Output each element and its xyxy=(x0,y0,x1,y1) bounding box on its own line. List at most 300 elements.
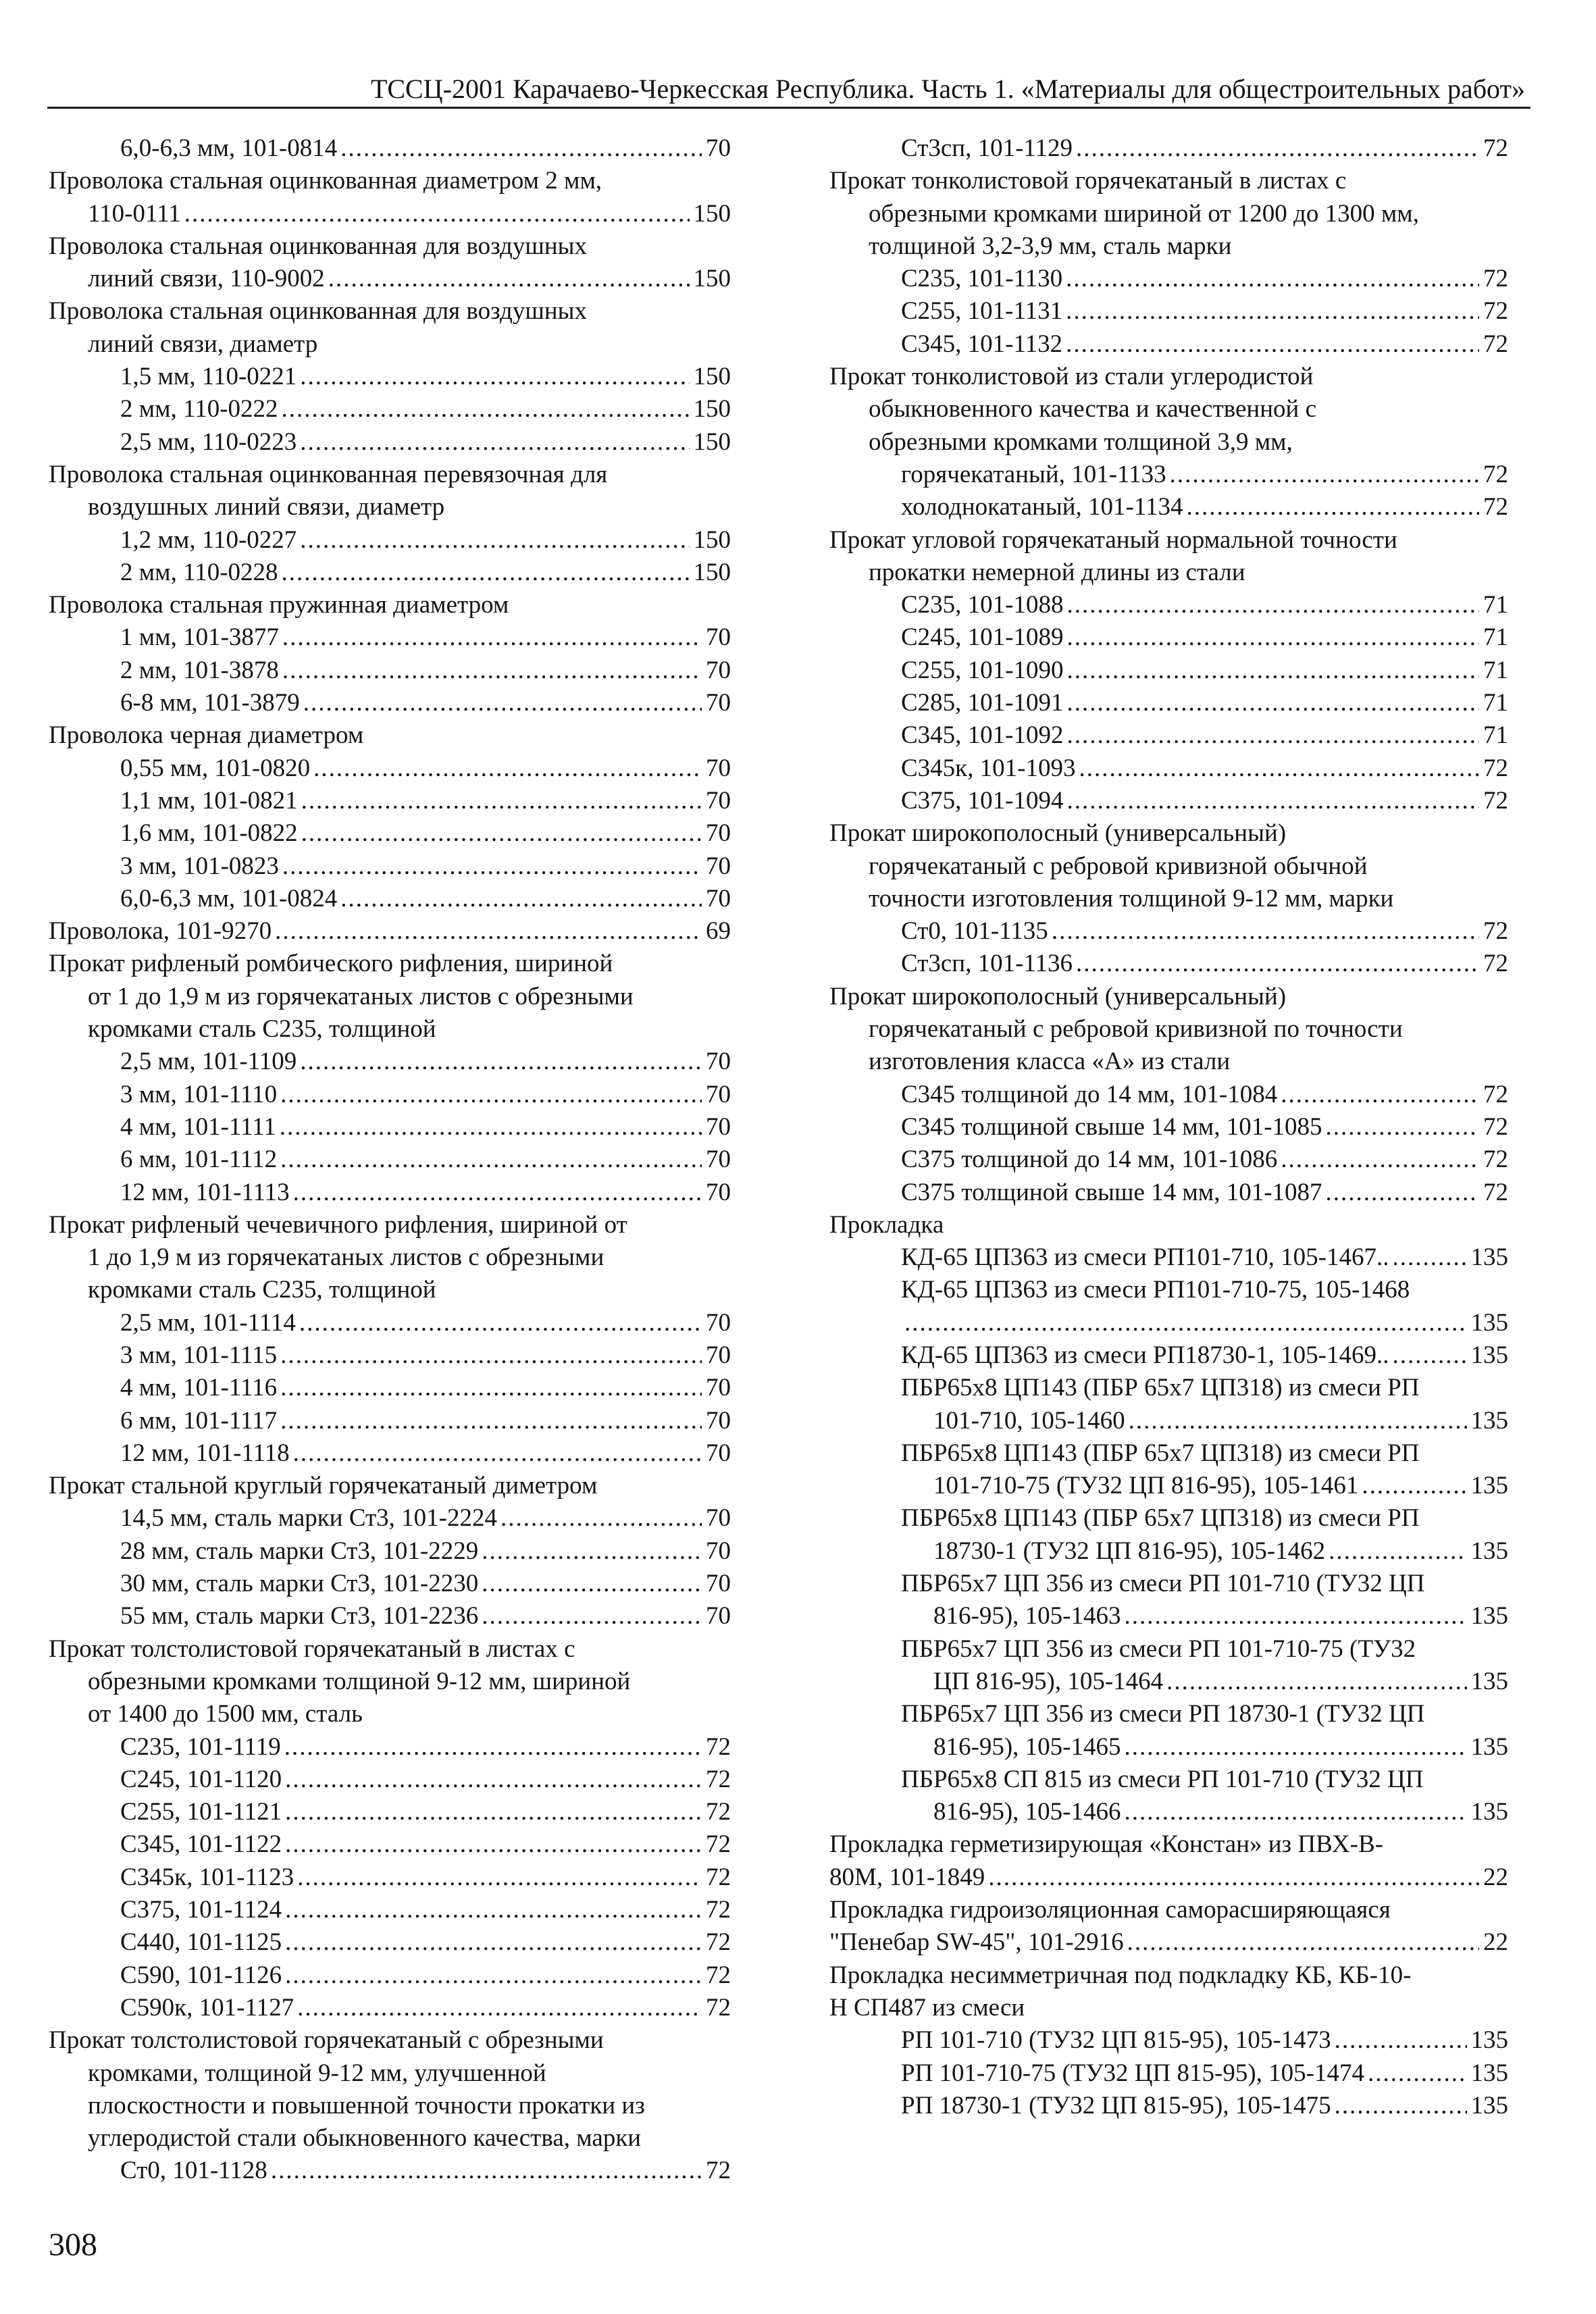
entry-page-number: 135 xyxy=(1470,2026,1508,2055)
index-entry xyxy=(829,883,1508,915)
index-entry xyxy=(49,1698,731,1730)
entry-page-number: 72 xyxy=(1483,1080,1508,1108)
entry-text: 1,1 мм, 101-0821 xyxy=(120,786,298,815)
index-entry xyxy=(49,1307,731,1339)
entry-page-number: 72 xyxy=(706,1928,731,1957)
dot-leader xyxy=(284,1731,702,1764)
entry-page-number: 70 xyxy=(706,623,731,652)
entry-page-number: 70 xyxy=(706,1048,731,1076)
entry-text: С245, 101-1089 xyxy=(901,623,1064,652)
index-entry xyxy=(49,654,731,687)
entry-text: линий связи, диаметр xyxy=(88,330,318,358)
entry-text: 12 мм, 101-1118 xyxy=(120,1439,290,1467)
dot-leader xyxy=(282,850,702,883)
entry-text: горячекатаный с ребровой кривизной обычной xyxy=(869,852,1368,880)
entry-page-number: 71 xyxy=(1483,656,1508,684)
entry-page-number: 70 xyxy=(706,786,731,815)
entry-page-number: 135 xyxy=(1470,1406,1508,1435)
dot-leader xyxy=(282,621,702,654)
index-entry xyxy=(49,883,731,915)
entry-page-number: 135 xyxy=(1470,2091,1508,2119)
entry-text: обрезными кромками толщиной 9-12 мм, шириной xyxy=(88,1667,631,1695)
index-entry xyxy=(829,1470,1508,1502)
entry-page-number: 22 xyxy=(1483,1928,1508,1957)
dot-leader xyxy=(275,915,702,948)
index-entry xyxy=(829,1666,1508,1698)
entry-text: 14,5 мм, сталь марки Ст3, 101-2224 xyxy=(120,1504,497,1533)
dot-leader xyxy=(1127,1926,1479,1959)
index-entry xyxy=(49,719,731,752)
entry-page-number: 135 xyxy=(1470,2059,1508,2087)
index-entry xyxy=(49,198,731,230)
index-entry xyxy=(49,1828,731,1861)
entry-text: С245, 101-1120 xyxy=(120,1765,282,1793)
index-entry xyxy=(49,132,731,165)
entry-text: 6 мм, 101-1112 xyxy=(120,1146,278,1174)
dot-leader xyxy=(500,1502,702,1535)
index-column-left xyxy=(49,132,731,2188)
entry-page-number: 72 xyxy=(706,1863,731,1891)
entry-page-number: 70 xyxy=(706,1602,731,1630)
index-entry xyxy=(49,1926,731,1959)
index-entry xyxy=(829,1926,1508,1959)
entry-text: С235, 101-1119 xyxy=(120,1732,281,1761)
entry-text: С345, 101-1092 xyxy=(901,721,1064,750)
entry-text: 1 до 1,9 м из горячекатаных листов с обрезными xyxy=(88,1243,604,1272)
index-entry xyxy=(49,1241,731,1274)
entry-text: КД-65 ЦП363 из смеси РП101-710-75, 105-1468 xyxy=(901,1276,1410,1304)
index-entry xyxy=(829,785,1508,817)
entry-text: кромками сталь С235, толщиной xyxy=(88,1015,436,1044)
entry-text: С255, 101-1090 xyxy=(901,656,1064,684)
index-entry xyxy=(49,1111,731,1143)
dot-leader xyxy=(482,1535,702,1568)
entry-page-number: 72 xyxy=(706,2157,731,2185)
entry-text: Проволока стальная оцинкованная перевязочная для xyxy=(49,460,608,488)
index-entry xyxy=(49,915,731,948)
dot-leader xyxy=(280,1372,702,1404)
index-entry xyxy=(49,1633,731,1666)
entry-text: 4 мм, 101-1111 xyxy=(120,1112,276,1141)
index-entry xyxy=(49,524,731,557)
dot-leader xyxy=(1067,785,1480,817)
entry-text: РП 101-710 (ТУ32 ЦП 815-95), 105-1473 xyxy=(901,2026,1331,2055)
entry-text: С345 толщиной до 14 мм, 101-1084 xyxy=(901,1080,1278,1108)
index-entry xyxy=(829,1177,1508,1209)
index-entry xyxy=(49,1992,731,2024)
entry-page-number: 72 xyxy=(1483,950,1508,978)
entry-text: С590к, 101-1127 xyxy=(120,1993,294,2022)
entry-text: С285, 101-1091 xyxy=(901,689,1064,717)
entry-page-number: 72 xyxy=(706,1798,731,1826)
entry-text: Проволока стальная оцинкованная диаметром 2 мм, xyxy=(49,167,602,195)
page-number: 308 xyxy=(49,2227,97,2263)
index-entry xyxy=(829,1046,1508,1078)
entry-text: Проволока стальная оцинкованная для воздушных xyxy=(49,297,588,326)
index-entry xyxy=(49,1600,731,1632)
dot-leader xyxy=(1067,654,1480,687)
entry-text: 3 мм, 101-1115 xyxy=(120,1341,278,1369)
index-entry xyxy=(49,328,731,361)
entry-text: ЦП 816-95), 105-1464 xyxy=(933,1667,1164,1695)
index-entry xyxy=(829,850,1508,883)
dot-leader xyxy=(285,1796,702,1828)
entry-text: 816-95), 105-1466 xyxy=(933,1798,1121,1826)
entry-text: 1,2 мм, 110-0227 xyxy=(120,525,297,554)
dot-leader xyxy=(280,1405,702,1437)
index-entry xyxy=(49,165,731,197)
entry-page-number: 71 xyxy=(1483,689,1508,717)
entry-text: 6-8 мм, 101-3879 xyxy=(120,689,300,717)
index-entry xyxy=(49,295,731,328)
entry-text: толщиной 3,2-3,9 мм, сталь марки xyxy=(869,232,1232,260)
index-entry xyxy=(829,1437,1508,1470)
index-entry xyxy=(829,1372,1508,1404)
entry-text: ПБР65х7 ЦП 356 из смеси РП 101-710 (ТУ32 ЦП xyxy=(901,1570,1425,1598)
entry-page-number: 70 xyxy=(706,1178,731,1206)
entry-text: углеродистой стали обыкновенного качества, марки xyxy=(88,2124,642,2153)
index-entry xyxy=(49,948,731,980)
entry-page-number: 150 xyxy=(693,525,731,554)
dot-leader xyxy=(297,1992,702,2024)
dot-leader xyxy=(285,1959,702,1992)
dot-leader xyxy=(1362,1470,1466,1502)
dot-leader xyxy=(1066,263,1479,295)
entry-page-number: 70 xyxy=(706,1537,731,1565)
dot-leader xyxy=(280,1143,702,1176)
entry-text: 12 мм, 101-1113 xyxy=(120,1178,290,1206)
entry-page-number: 72 xyxy=(706,1961,731,1989)
entry-text: 110-0111 xyxy=(88,199,181,228)
index-entry xyxy=(829,328,1508,361)
entry-page-number: 72 xyxy=(1483,265,1508,293)
index-entry xyxy=(829,557,1508,589)
index-entry xyxy=(829,1698,1508,1730)
entry-text: Прокат стальной круглый горячекатаный диметром xyxy=(49,1472,598,1500)
entry-text: Прокат рифленый ромбического рифления, шириной xyxy=(49,950,613,978)
entry-text: 1,5 мм, 110-0221 xyxy=(120,363,297,391)
index-entry xyxy=(829,654,1508,687)
entry-text: 6,0-6,3 мм, 101-0814 xyxy=(120,134,338,162)
entry-text: "Пенебар SW-45", 101-2916 xyxy=(829,1928,1124,1957)
dot-leader xyxy=(1326,1111,1479,1143)
index-entry xyxy=(49,230,731,263)
entry-text: КД-65 ЦП363 из смеси РП18730-1, 105-1469.. xyxy=(901,1341,1389,1369)
dot-leader xyxy=(988,1861,1479,1894)
entry-text: Прокат тонколистовой горячекатаный в листах с xyxy=(829,167,1347,195)
entry-text: горячекатаный с ребровой кривизной по точности xyxy=(869,1015,1403,1044)
entry-text: Ст3сп, 101-1129 xyxy=(901,134,1073,162)
index-entry xyxy=(49,393,731,426)
entry-text: С345к, 101-1123 xyxy=(120,1863,294,1891)
entry-text: РП 101-710-75 (ТУ32 ЦП 815-95), 105-1474 xyxy=(901,2059,1364,2087)
index-entry xyxy=(829,165,1508,197)
index-entry xyxy=(829,1796,1508,1828)
entry-text: КД-65 ЦП363 из смеси РП101-710, 105-1467.. xyxy=(901,1243,1389,1272)
entry-page-number: 70 xyxy=(706,1146,731,1174)
dot-leader xyxy=(285,1926,702,1959)
dot-leader xyxy=(300,361,689,393)
index-entry xyxy=(49,1209,731,1241)
dot-leader xyxy=(904,1307,1467,1339)
entry-page-number: 70 xyxy=(706,1374,731,1402)
entry-text: С440, 101-1125 xyxy=(120,1928,282,1957)
index-entry xyxy=(49,1079,731,1111)
entry-text: 4 мм, 101-1116 xyxy=(120,1374,278,1402)
dot-leader xyxy=(1066,328,1479,361)
entry-text: 3 мм, 101-0823 xyxy=(120,852,279,880)
entry-page-number: 70 xyxy=(706,884,731,912)
index-entry xyxy=(829,1209,1508,1241)
index-entry xyxy=(829,393,1508,426)
dot-leader xyxy=(1186,491,1479,523)
entry-text: Проволока стальная оцинкованная для воздушных xyxy=(49,232,588,260)
entry-text: 6,0-6,3 мм, 101-0824 xyxy=(120,884,338,912)
index-entry xyxy=(829,1274,1508,1306)
entry-text: С235, 101-1130 xyxy=(901,265,1063,293)
entry-page-number: 72 xyxy=(1483,1178,1508,1206)
entry-text: обрезными кромками шириной от 1200 до 1300 мм, xyxy=(869,199,1419,228)
index-entry xyxy=(829,459,1508,491)
entry-page-number: 69 xyxy=(706,917,731,946)
dot-leader xyxy=(285,1764,702,1796)
dot-leader xyxy=(301,785,702,817)
dot-leader xyxy=(1076,948,1479,980)
entry-text: 1 мм, 101-3877 xyxy=(120,623,279,652)
dot-leader xyxy=(1166,1666,1466,1698)
entry-text: Прокладка несимметричная под подкладку КБ, КБ-10- xyxy=(829,1961,1412,1989)
dot-leader xyxy=(340,132,702,165)
dot-leader xyxy=(1170,459,1479,491)
entry-text: 101-710-75 (ТУ32 ЦП 816-95), 105-1461 xyxy=(933,1472,1359,1500)
entry-text: Ст0, 101-1135 xyxy=(901,917,1048,946)
entry-text: ПБР65х8 ЦП143 (ПБР 65х7 ЦП318) из смеси РП xyxy=(901,1504,1420,1533)
entry-text: ПБР65х7 ЦП 356 из смеси РП 101-710-75 (ТУ32 xyxy=(901,1635,1416,1663)
entry-page-number: 135 xyxy=(1470,1243,1508,1272)
dot-leader xyxy=(313,752,702,785)
entry-text: обыкновенного качества и качественной с xyxy=(869,395,1317,423)
entry-text: 1,6 мм, 101-0822 xyxy=(120,819,298,848)
index-entry xyxy=(829,263,1508,295)
index-entry xyxy=(829,1405,1508,1437)
entry-text: ПБР65х8 ЦП143 (ПБР 65х7 ЦП318) из смеси РП xyxy=(901,1374,1420,1402)
index-entry xyxy=(829,687,1508,719)
index-entry xyxy=(49,1177,731,1209)
entry-text: воздушных линий связи, диаметр xyxy=(88,493,445,521)
index-entry xyxy=(829,230,1508,263)
entry-page-number: 135 xyxy=(1470,1308,1508,1337)
entry-page-number: 70 xyxy=(706,134,731,162)
index-entry xyxy=(49,1568,731,1600)
entry-text: холоднокатаный, 101-1134 xyxy=(901,493,1183,521)
entry-text: С375, 101-1094 xyxy=(901,786,1064,815)
index-entry xyxy=(49,1274,731,1306)
entry-text: С345 толщиной свыше 14 мм, 101-1085 xyxy=(901,1112,1322,1141)
index-entry xyxy=(49,1046,731,1078)
entry-page-number: 150 xyxy=(693,428,731,456)
dot-leader xyxy=(285,1828,702,1861)
dot-leader xyxy=(1281,1079,1479,1111)
entry-text: Прокат толстолистовой горячекатаный с обрезными xyxy=(49,2026,604,2055)
entry-page-number: 150 xyxy=(693,395,731,423)
dot-leader xyxy=(1067,719,1480,752)
index-entry xyxy=(829,2024,1508,2057)
entry-page-number: 72 xyxy=(1483,917,1508,946)
index-entry xyxy=(49,459,731,491)
entry-text: горячекатаный, 101-1133 xyxy=(901,460,1166,488)
index-entry xyxy=(829,1111,1508,1143)
index-entry xyxy=(829,524,1508,557)
index-entry xyxy=(49,1372,731,1404)
entry-text: С345к, 101-1093 xyxy=(901,754,1076,782)
entry-text: С375, 101-1124 xyxy=(120,1896,282,1924)
entry-page-number: 71 xyxy=(1483,623,1508,652)
index-entry xyxy=(829,621,1508,654)
entry-page-number: 135 xyxy=(1470,1732,1508,1761)
entry-page-number: 70 xyxy=(706,852,731,880)
dot-leader xyxy=(1392,1241,1466,1274)
index-entry xyxy=(829,426,1508,459)
entry-page-number: 72 xyxy=(1483,493,1508,521)
entry-text: Прокладка гидроизоляционная саморасширяющаяся xyxy=(829,1896,1391,1924)
index-entry xyxy=(49,817,731,850)
entry-page-number: 70 xyxy=(706,754,731,782)
index-entry xyxy=(49,850,731,883)
entry-text: Прокат толстолистовой горячекатаный в листах с xyxy=(49,1635,575,1663)
entry-text: 2,5 мм, 101-1109 xyxy=(120,1048,297,1076)
entry-text: прокатки немерной длины из стали xyxy=(869,558,1245,586)
entry-text: Прокладка герметизирующая «Констан» из ПВХ-В- xyxy=(829,1830,1383,1859)
dot-leader xyxy=(280,1111,702,1143)
index-entry xyxy=(49,621,731,654)
index-entry xyxy=(49,2057,731,2090)
entry-text: Н СП487 из смеси xyxy=(829,1993,1025,2022)
index-entry xyxy=(829,1568,1508,1600)
entry-page-number: 135 xyxy=(1470,1798,1508,1826)
dot-leader xyxy=(293,1437,702,1470)
entry-text: 816-95), 105-1463 xyxy=(933,1602,1121,1630)
entry-page-number: 72 xyxy=(706,1830,731,1859)
dot-leader xyxy=(282,654,702,687)
entry-page-number: 150 xyxy=(693,558,731,586)
dot-leader xyxy=(297,1861,702,1894)
dot-leader xyxy=(1281,1143,1479,1176)
entry-text: РП 18730-1 (ТУ32 ЦП 815-95), 105-1475 xyxy=(901,2091,1331,2119)
index-entry xyxy=(829,1143,1508,1176)
entry-text: плоскостности и повышенной точности прокатки из xyxy=(88,2091,645,2119)
dot-leader xyxy=(1392,1339,1466,1372)
index-entry xyxy=(829,1600,1508,1632)
dot-leader xyxy=(1368,2057,1467,2090)
dot-leader xyxy=(184,198,690,230)
entry-text: кромками сталь С235, толщиной xyxy=(88,1276,436,1304)
entry-text: С235, 101-1088 xyxy=(901,591,1064,619)
entry-page-number: 135 xyxy=(1470,1602,1508,1630)
index-entry xyxy=(829,132,1508,165)
entry-text: 3 мм, 101-1110 xyxy=(120,1080,278,1108)
dot-leader xyxy=(300,1046,702,1078)
entry-text: С375 толщиной до 14 мм, 101-1086 xyxy=(901,1146,1278,1174)
index-entry xyxy=(49,1143,731,1176)
index-entry xyxy=(49,2024,731,2057)
index-entry xyxy=(49,785,731,817)
index-entry xyxy=(49,1861,731,1894)
index-entry xyxy=(829,1079,1508,1111)
entry-text: точности изготовления толщиной 9-12 мм, марки xyxy=(869,884,1394,912)
index-entry xyxy=(829,589,1508,621)
index-entry xyxy=(829,1241,1508,1274)
index-entry xyxy=(49,589,731,621)
index-entry xyxy=(829,1633,1508,1666)
entry-text: Проволока черная диаметром xyxy=(49,721,364,750)
dot-leader xyxy=(1079,752,1479,785)
entry-page-number: 70 xyxy=(706,1341,731,1369)
entry-text: 55 мм, сталь марки Ст3, 101-2236 xyxy=(120,1602,479,1630)
entry-text: 6 мм, 101-1117 xyxy=(120,1406,278,1435)
index-entry xyxy=(829,1959,1508,1992)
entry-text: 28 мм, сталь марки Ст3, 101-2229 xyxy=(120,1537,479,1565)
index-entry xyxy=(829,1861,1508,1894)
entry-page-number: 72 xyxy=(1483,786,1508,815)
index-entry xyxy=(49,1339,731,1372)
entry-page-number: 72 xyxy=(1483,1146,1508,1174)
entry-page-number: 135 xyxy=(1470,1537,1508,1565)
entry-text: Прокат тонколистовой из стали углеродистой xyxy=(829,363,1314,391)
entry-text: 0,55 мм, 101-0820 xyxy=(120,754,311,782)
entry-page-number: 22 xyxy=(1483,1863,1508,1891)
entry-page-number: 70 xyxy=(706,819,731,848)
index-entry xyxy=(49,557,731,589)
index-entry xyxy=(829,1764,1508,1796)
entry-text: 2,5 мм, 110-0223 xyxy=(120,428,297,456)
dot-leader xyxy=(1067,589,1480,621)
entry-text: Прокат угловой горячекатаный нормальной точности xyxy=(829,525,1397,554)
dot-leader xyxy=(301,817,702,850)
entry-page-number: 70 xyxy=(706,1112,731,1141)
index-entry xyxy=(49,426,731,459)
entry-page-number: 72 xyxy=(1483,1112,1508,1141)
entry-text: Ст3сп, 101-1136 xyxy=(901,950,1073,978)
entry-page-number: 150 xyxy=(693,265,731,293)
index-entry xyxy=(49,1666,731,1698)
entry-page-number: 70 xyxy=(706,689,731,717)
index-entry xyxy=(829,2090,1508,2122)
index-entry xyxy=(49,263,731,295)
index-entry xyxy=(49,1405,731,1437)
index-entry xyxy=(49,1796,731,1828)
entry-text: ПБР65х8 СП 815 из смеси РП 101-710 (ТУ32 ЦП xyxy=(901,1765,1424,1793)
index-entry xyxy=(49,981,731,1013)
index-entry xyxy=(49,1764,731,1796)
entry-page-number: 72 xyxy=(706,1993,731,2022)
entry-page-number: 135 xyxy=(1470,1472,1508,1500)
index-entry xyxy=(829,1013,1508,1046)
dot-leader xyxy=(328,263,690,295)
entry-text: линий связи, 110-9002 xyxy=(88,265,325,293)
dot-leader xyxy=(282,393,690,426)
index-entry xyxy=(49,1535,731,1568)
index-entry xyxy=(49,1502,731,1535)
dot-leader xyxy=(1052,915,1479,948)
entry-text: 2,5 мм, 101-1114 xyxy=(120,1308,296,1337)
index-entry xyxy=(829,915,1508,948)
dot-leader xyxy=(1329,1535,1466,1568)
dot-leader xyxy=(1129,1405,1467,1437)
entry-page-number: 72 xyxy=(706,1765,731,1793)
entry-page-number: 70 xyxy=(706,1504,731,1533)
dot-leader xyxy=(1124,1600,1466,1632)
entry-text: С345, 101-1132 xyxy=(901,330,1063,358)
